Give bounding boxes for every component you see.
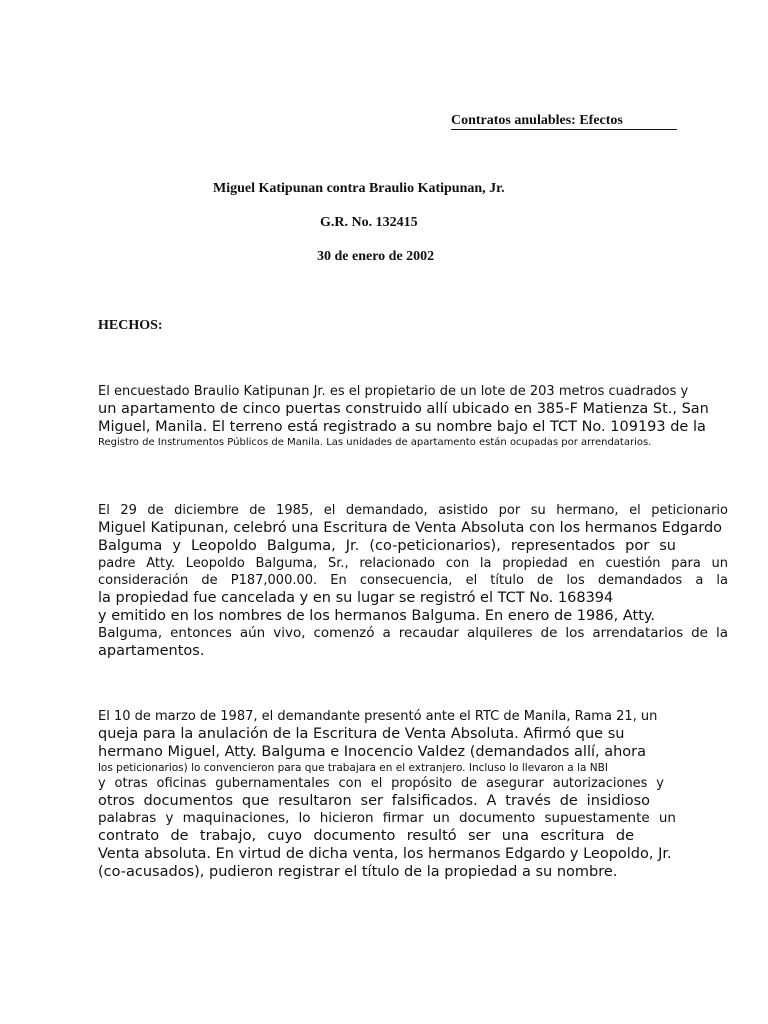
- paragraph-line: El 10 de marzo de 1987, el demandante presentó ante el RTC de Manila, Rama 21, un: [98, 709, 658, 724]
- document-header-title: Contratos anulables: Efectos: [451, 113, 677, 130]
- paragraph-line: Miguel Katipunan, celebró una Escritura de Venta Absoluta con los hermanos Edgardo: [98, 520, 723, 536]
- paragraph-line: un apartamento de cinco puertas construido allí ubicado en 385-F Matienza St., San: [98, 401, 709, 417]
- paragraph-line: contrato de trabajo, cuyo documento resultó ser una escritura de: [98, 828, 634, 844]
- section-heading-hechos: HECHOS:: [98, 318, 163, 333]
- paragraph-line: apartamentos.: [98, 643, 205, 659]
- paragraph-line: Registro de Instrumentos Públicos de Manila. Las unidades de apartamento están ocupadas por arrendatarios.: [98, 437, 652, 448]
- paragraph-1: [98, 383, 728, 450]
- paragraph-line: Balguma, entonces aún vivo, comenzó a recaudar alquileres de los arrendatarios de la: [98, 625, 728, 641]
- paragraph-line: El encuestado Braulio Katipunan Jr. es el propietario de un lote de 203 metros cuadrados y: [98, 384, 689, 399]
- paragraph-line: Venta absoluta. En virtud de dicha venta, los hermanos Edgardo y Leopoldo, Jr.: [98, 846, 672, 862]
- paragraph-line: los peticionarios) lo convencieron para que trabajara en el extranjero. Incluso lo llevaron a la NBI: [98, 762, 608, 774]
- paragraph-3: [98, 708, 728, 881]
- paragraph-line: queja para la anulación de la Escritura de Venta Absoluta. Afirmó que su: [98, 726, 625, 742]
- paragraph-line: Balguma y Leopoldo Balguma, Jr. (co-peticionarios), representados por su: [98, 538, 676, 554]
- paragraph-line: Miguel, Manila. El terreno está registrado a su nombre bajo el TCT No. 109193 de la: [98, 419, 706, 435]
- paragraph-line: padre Atty. Leopoldo Balguma, Sr., relacionado con la propiedad en cuestión para un: [98, 556, 728, 571]
- case-date: 30 de enero de 2002: [317, 249, 435, 264]
- case-gr-number: G.R. No. 132415: [320, 215, 418, 230]
- paragraph-line: palabras y maquinaciones, lo hicieron firmar un documento supuestamente un: [98, 810, 676, 826]
- paragraph-line: El 29 de diciembre de 1985, el demandado, asistido por su hermano, el peticionario: [98, 503, 728, 518]
- paragraph-line: hermano Miguel, Atty. Balguma e Inocencio Valdez (demandados allí, ahora: [98, 744, 647, 760]
- case-title: Miguel Katipunan contra Braulio Katipunan, Jr.: [213, 181, 505, 196]
- paragraph-line: y otras oficinas gubernamentales con el propósito de asegurar autorizaciones y: [98, 776, 664, 791]
- paragraph-line: consideración de P187,000.00. En consecuencia, el título de los demandados a la: [98, 573, 728, 588]
- paragraph-line: la propiedad fue cancelada y en su lugar se registró el TCT No. 168394: [98, 590, 614, 606]
- paragraph-2: [98, 502, 728, 660]
- paragraph-line: y emitido en los nombres de los hermanos Balguma. En enero de 1986, Atty.: [98, 608, 656, 624]
- paragraph-line: (co-acusados), pudieron registrar el título de la propiedad a su nombre.: [98, 864, 618, 880]
- paragraph-line: otros documentos que resultaron ser falsificados. A través de insidioso: [98, 793, 650, 809]
